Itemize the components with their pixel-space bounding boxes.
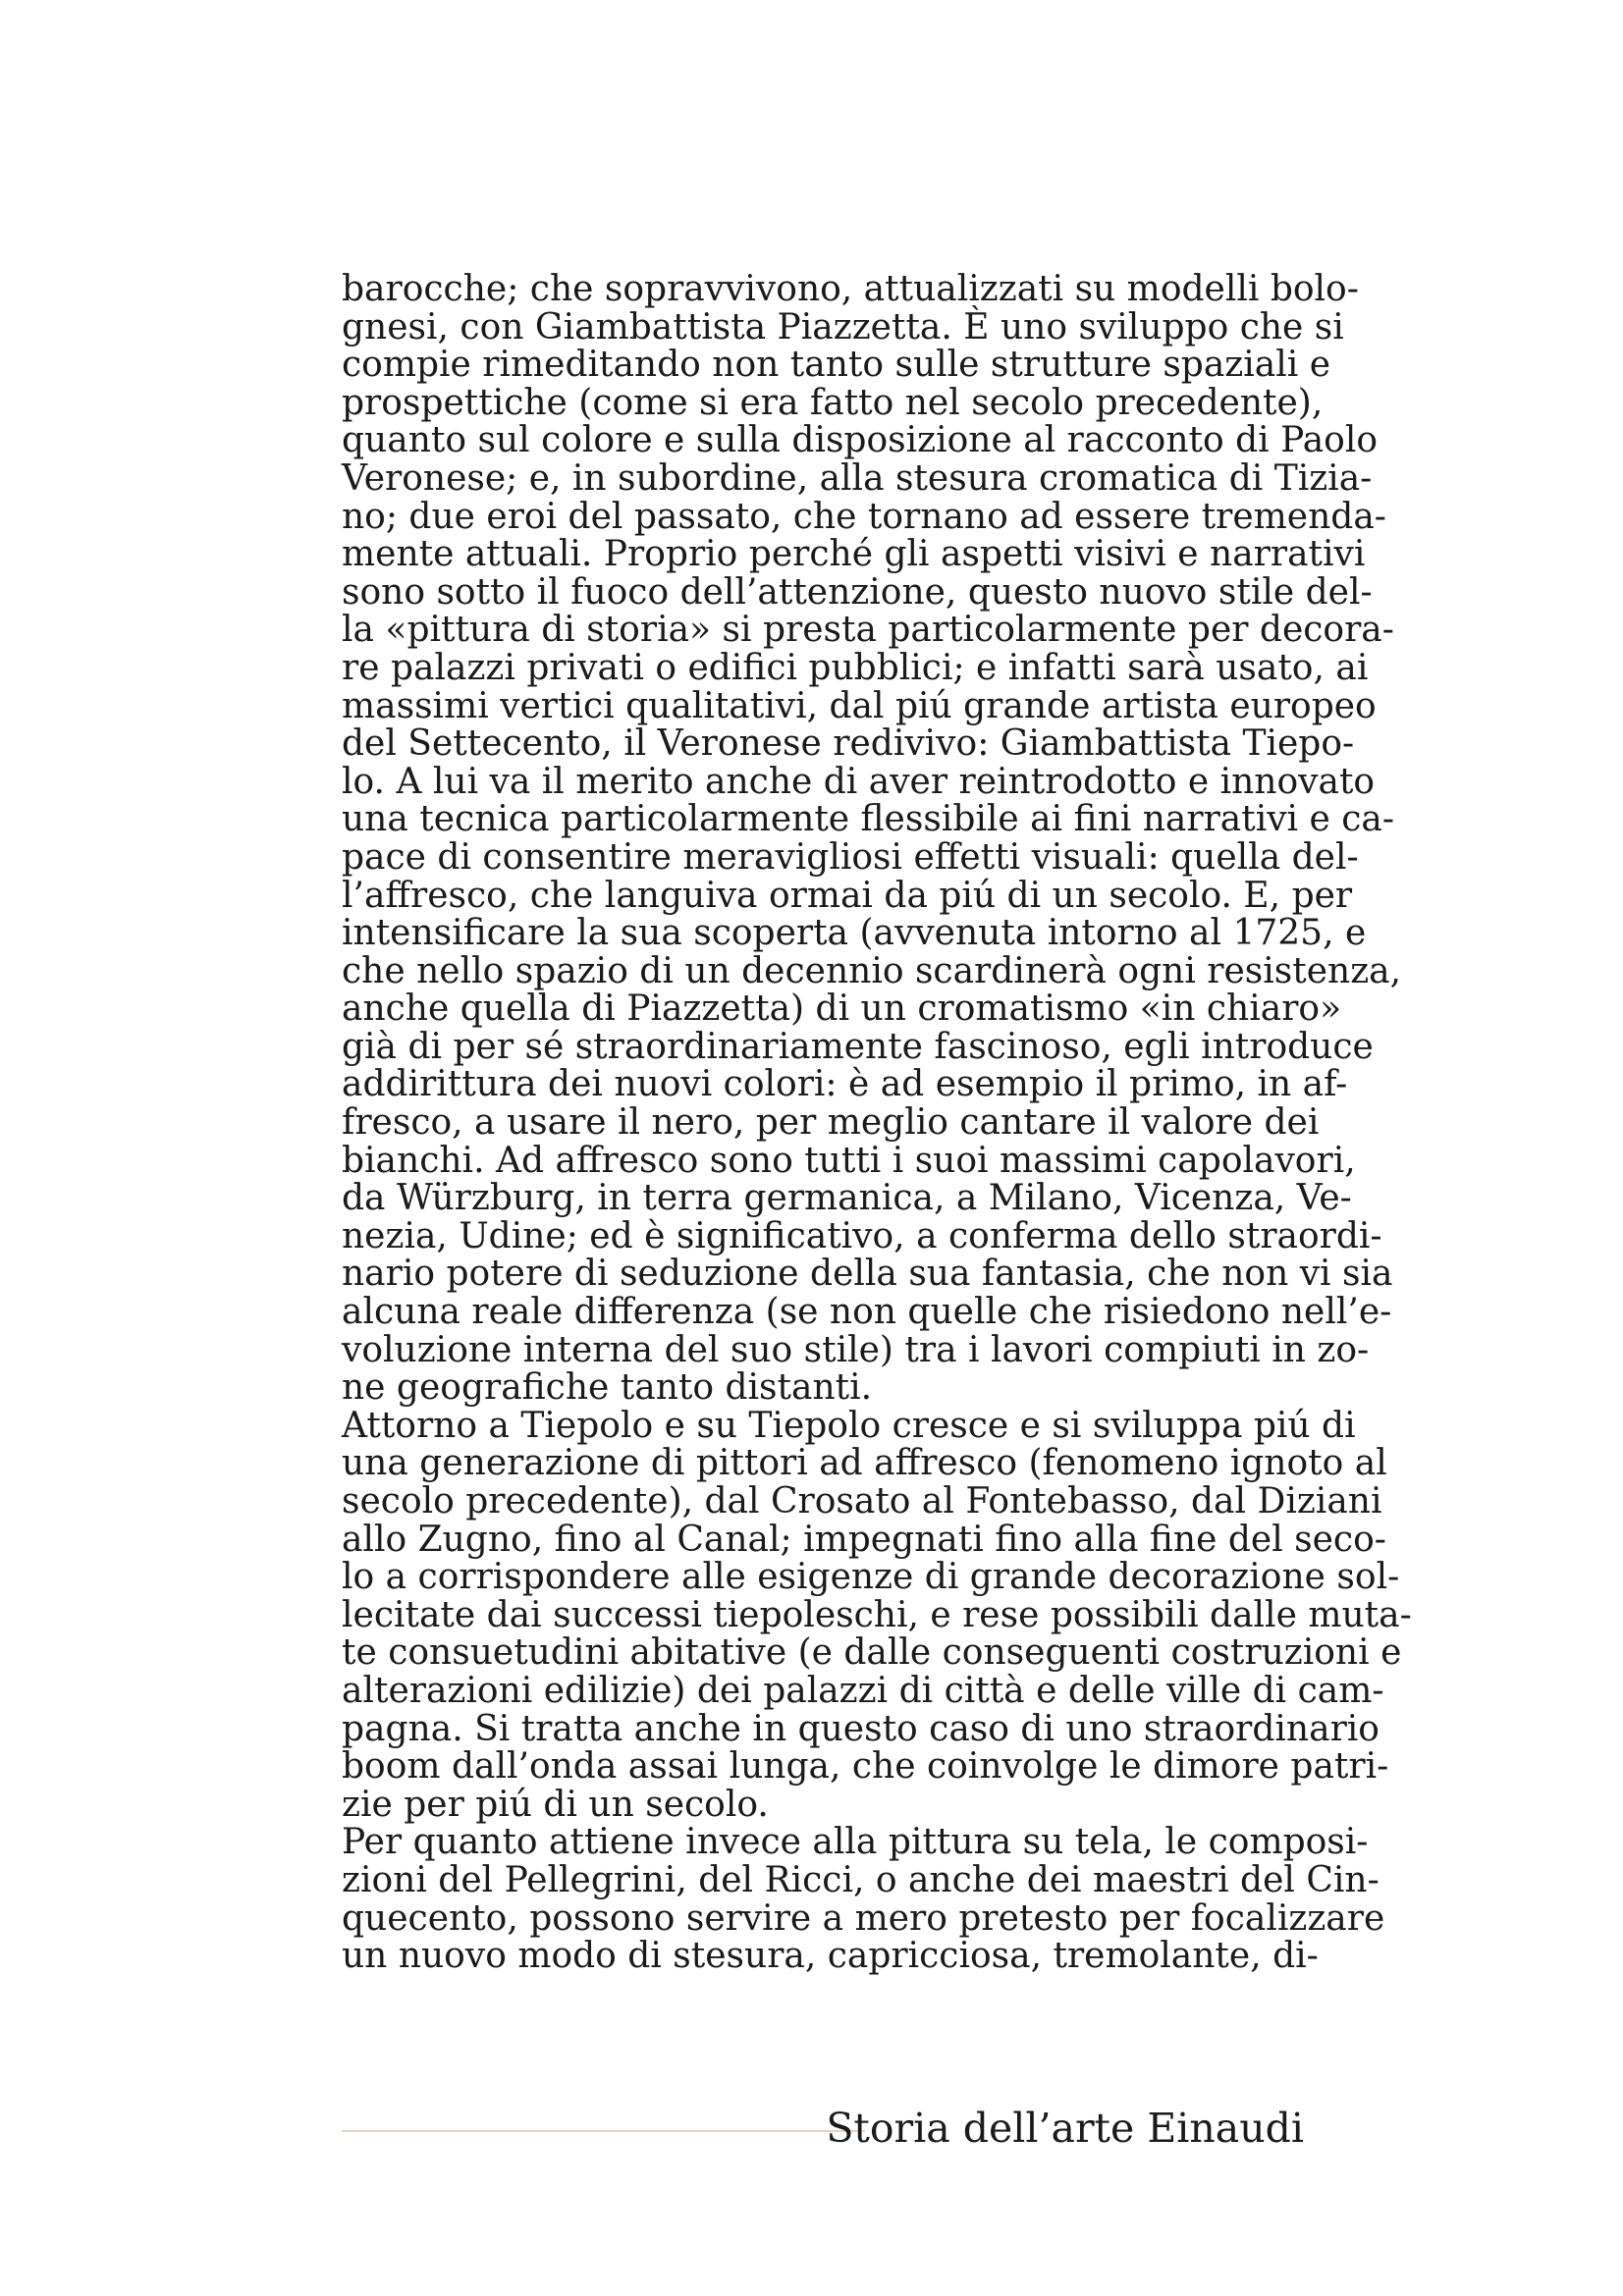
text-line: pagna. Si tratta anche in questo caso di uno straordinario [342, 1708, 1380, 1749]
text-line: Veronese; e, in subordine, alla stesura cromatica di Tizia- [342, 457, 1373, 499]
footer-rule [342, 2130, 865, 2132]
text-line: sono sotto il fuoco dell’attenzione, questo nuovo stile del- [342, 571, 1373, 613]
text-line: allo Zugno, fino al Canal; impegnati fino alla fine del seco- [342, 1519, 1386, 1560]
text-line: alcuna reale differenza (se non quelle che risiedono nell’e- [342, 1292, 1392, 1333]
paragraph-last-line: ne geografiche tanto distanti. [342, 1367, 873, 1409]
text-line: boom dall’onda assai lunga, che coinvolge le dimore patri- [342, 1746, 1389, 1788]
text-line: quecento, possono servire a mero pretesto per focalizzare [342, 1897, 1385, 1939]
text-line: Attorno a Tiepolo e su Tiepolo cresce e si sviluppa piú di [342, 1405, 1356, 1446]
text-line: secolo precedente), dal Crosato al Fontebasso, dal Diziani [342, 1481, 1382, 1522]
text-line: nario potere di seduzione della sua fantasia, che non vi sia [342, 1254, 1393, 1295]
text-line: nezia, Udine; ed è significativo, a conferma dello straordi- [342, 1215, 1382, 1256]
text-line: addirittura dei nuovi colori: è ad esempio il primo, in af- [342, 1064, 1348, 1105]
text-line: no; due eroi del passato, che tornano ad essere tremenda- [342, 496, 1386, 537]
text-line: intensificare la sua scoperta (avvenuta intorno al 1725, e [342, 913, 1367, 954]
text-line: una generazione di pittori ad affresco (fenomeno ignoto al [342, 1443, 1387, 1484]
text-line: l’affresco, che languiva ormai da piú di un secolo. E, per [342, 875, 1353, 916]
text-line: massimi vertici qualitativi, dal piú grande artista europeo [342, 685, 1377, 726]
text-line: un nuovo modo di stesura, capricciosa, tremolante, di- [342, 1936, 1319, 1977]
text-line: una tecnica particolarmente flessibile ai fini narrativi e ca- [342, 799, 1395, 840]
text-line: barocche; che sopravvivono, attualizzati su modelli bolo- [342, 269, 1359, 309]
text-line: te consuetudini abitative (e dalle conseguenti costruzioni e [342, 1632, 1402, 1674]
text-line: bianchi. Ad affresco sono tutti i suoi massimi capolavori, [342, 1140, 1356, 1181]
text-line: gnesi, con Giambattista Piazzetta. È uno sviluppo che si [342, 306, 1344, 347]
paragraph-last-line: zie per piú di un secolo. [342, 1784, 769, 1825]
text-line: fresco, a usare il nero, per meglio cantare il valore dei [342, 1102, 1320, 1144]
text-line: alterazioni edilizie) dei palazzi di città e delle ville di cam- [342, 1670, 1384, 1711]
text-line: voluzione interna del suo stile) tra i lavori compiuti in zo- [342, 1329, 1370, 1370]
text-line: pace di consentire meravigliosi effetti visuali: quella del- [342, 836, 1359, 878]
text-line: che nello spazio di un decennio scardinerà ogni resistenza, [342, 950, 1402, 991]
text-line: lecitate dai successi tiepoleschi, e rese possibili dalle muta- [342, 1594, 1412, 1635]
body-text [342, 269, 1412, 1977]
text-line: la «pittura di storia» si presta particolarmente per decora- [342, 610, 1394, 651]
text-line: del Settecento, il Veronese redivivo: Giambattista Tiepo- [342, 723, 1355, 765]
text-line: lo a corrispondere alle esigenze di grande decorazione sol- [342, 1557, 1400, 1598]
text-line: compie rimeditando non tanto sulle strutture spaziali e [342, 345, 1331, 386]
text-line: già di per sé straordinariamente fascinoso, egli introduce [342, 1026, 1374, 1067]
text-line: da Würzburg, in terra germanica, a Milano, Vicenza, Ve- [342, 1178, 1352, 1219]
text-line: lo. A lui va il merito anche di aver reintrodotto e innovato [342, 761, 1376, 802]
footer-title: Storia dell’arte Einaudi [826, 2105, 1304, 2152]
text-line: prospettiche (come si era fatto nel secolo precedente), [342, 382, 1324, 423]
text-line: Per quanto attiene invece alla pittura su tela, le composi- [342, 1822, 1369, 1863]
text-line: zioni del Pellegrini, del Ricci, o anche dei maestri del Cin- [342, 1859, 1380, 1900]
page-footer [342, 2099, 1304, 2158]
text-line: mente attuali. Proprio perché gli aspetti visivi e narrativi [342, 534, 1366, 575]
text-line: re palazzi privati o edifici pubblici; e infatti sarà usato, ai [342, 647, 1369, 688]
text-line: quanto sul colore e sulla disposizione al racconto di Paolo [342, 420, 1379, 461]
text-line: anche quella di Piazzetta) di un cromatismo «in chiaro» [342, 988, 1342, 1030]
